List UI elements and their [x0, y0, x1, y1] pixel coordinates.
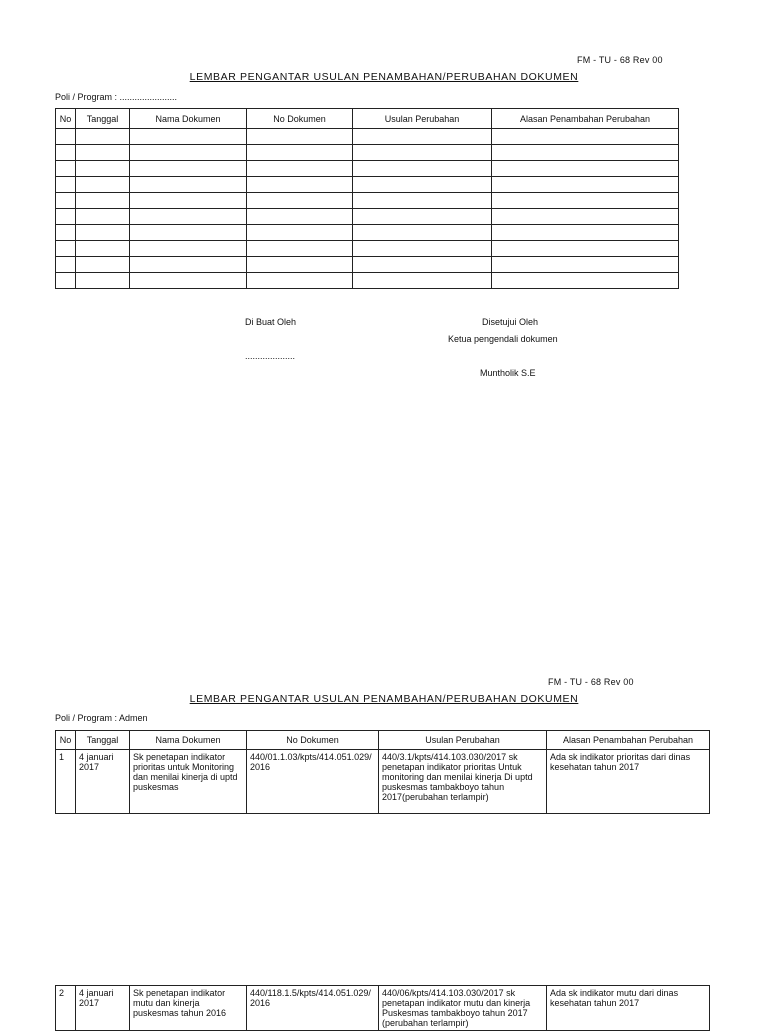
cell-alasan: Ada sk indikator prioritas dari dinas kesehatan tahun 2017 — [547, 750, 710, 814]
continued-document-table — [55, 985, 710, 1031]
col-header-no: No — [56, 109, 76, 129]
blank-cell — [76, 145, 130, 161]
blank-cell — [130, 177, 247, 193]
blank-cell — [353, 193, 492, 209]
blank-cell — [56, 193, 76, 209]
blank-cell — [76, 225, 130, 241]
col-header-no-dokumen: No Dokumen — [247, 731, 379, 750]
blank-cell — [130, 257, 247, 273]
cell-no: 1 — [56, 750, 76, 814]
blank-cell — [76, 257, 130, 273]
approver-name: Muntholik S.E — [480, 368, 536, 378]
blank-cell — [56, 145, 76, 161]
blank-cell — [492, 145, 679, 161]
cell-no-dokumen: 440/01.1.03/kpts/414.051.029/ 2016 — [247, 750, 379, 814]
blank-cell — [492, 193, 679, 209]
poli-program-label: Poli / Program : Admen — [55, 713, 148, 723]
blank-table-row — [56, 161, 679, 177]
cell-usulan-perubahan: 440/3.1/kpts/414.103.030/2017 sk penetapan indikator prioritas Untuk monitoring dan menilai kinerja Di uptd puskesmas tambakboyo tahun 2017(perubahan terlampir) — [379, 750, 547, 814]
cell-alasan: Ada sk indikator mutu dari dinas kesehatan tahun 2017 — [547, 986, 710, 1031]
blank-document-table — [55, 108, 679, 289]
col-header-tanggal: Tanggal — [76, 109, 130, 129]
col-header-no: No — [56, 731, 76, 750]
blank-cell — [492, 241, 679, 257]
cell-nama-dokumen: Sk penetapan indikator prioritas untuk Monitoring dan menilai kinerja di uptd puskesmas — [130, 750, 247, 814]
blank-table-row — [56, 145, 679, 161]
blank-cell — [492, 161, 679, 177]
blank-table-row — [56, 257, 679, 273]
form-code: FM - TU - 68 Rev 00 — [548, 677, 634, 687]
blank-table-body — [56, 129, 679, 289]
blank-cell — [492, 257, 679, 273]
blank-cell — [130, 145, 247, 161]
blank-cell — [130, 241, 247, 257]
blank-cell — [492, 129, 679, 145]
filled-document-table — [55, 730, 710, 814]
blank-cell — [492, 273, 679, 289]
col-header-nama-dokumen: Nama Dokumen — [130, 731, 247, 750]
blank-table-row — [56, 193, 679, 209]
blank-cell — [353, 145, 492, 161]
form-title: LEMBAR PENGANTAR USULAN PENAMBAHAN/PERUBAHAN DOKUMEN — [189, 693, 579, 705]
made-by-label: Di Buat Oleh — [245, 317, 297, 327]
blank-cell — [247, 273, 353, 289]
blank-cell — [76, 273, 130, 289]
blank-table-row — [56, 225, 679, 241]
blank-table-row — [56, 209, 679, 225]
col-header-usulan-perubahan: Usulan Perubahan — [379, 731, 547, 750]
blank-cell — [130, 273, 247, 289]
blank-cell — [247, 241, 353, 257]
blank-cell — [130, 225, 247, 241]
col-header-usulan-perubahan: Usulan Perubahan — [353, 109, 492, 129]
col-header-nama-dokumen: Nama Dokumen — [130, 109, 247, 129]
cell-no: 2 — [56, 986, 76, 1031]
blank-cell — [247, 209, 353, 225]
signature-dots: .................... — [245, 351, 296, 361]
blank-cell — [130, 209, 247, 225]
blank-cell — [247, 225, 353, 241]
form-title: LEMBAR PENGANTAR USULAN PENAMBAHAN/PERUBAHAN DOKUMEN — [189, 71, 579, 83]
table-row — [56, 750, 710, 814]
blank-cell — [76, 161, 130, 177]
blank-cell — [76, 241, 130, 257]
cell-usulan-perubahan: 440/06/kpts/414.103.030/2017 sk penetapan indikator mutu dan kinerja Puskesmas tambakboyo tahun 2017 (perubahan terlampir) — [379, 986, 547, 1031]
col-header-tanggal: Tanggal — [76, 731, 130, 750]
blank-cell — [56, 241, 76, 257]
blank-table-row — [56, 273, 679, 289]
blank-cell — [56, 257, 76, 273]
blank-cell — [353, 209, 492, 225]
approved-by-label: Disetujui Oleh — [482, 317, 539, 327]
blank-table-row — [56, 129, 679, 145]
approver-role: Ketua pengendali dokumen — [448, 334, 558, 344]
col-header-no-dokumen: No Dokumen — [247, 109, 353, 129]
blank-cell — [247, 161, 353, 177]
poli-program-label: Poli / Program : ....................... — [55, 92, 178, 102]
blank-cell — [247, 193, 353, 209]
col-header-alasan: Alasan Penambahan Perubahan — [547, 731, 710, 750]
blank-cell — [56, 161, 76, 177]
blank-cell — [247, 129, 353, 145]
blank-cell — [353, 273, 492, 289]
cell-tanggal: 4 januari 2017 — [76, 750, 130, 814]
blank-cell — [76, 129, 130, 145]
blank-cell — [247, 177, 353, 193]
cell-tanggal: 4 januari 2017 — [76, 986, 130, 1031]
blank-cell — [492, 177, 679, 193]
blank-cell — [353, 225, 492, 241]
blank-cell — [247, 257, 353, 273]
blank-cell — [76, 177, 130, 193]
blank-cell — [492, 209, 679, 225]
blank-cell — [492, 225, 679, 241]
blank-cell — [353, 129, 492, 145]
col-header-alasan: Alasan Penambahan Perubahan — [492, 109, 679, 129]
blank-cell — [56, 209, 76, 225]
blank-cell — [353, 177, 492, 193]
cell-nama-dokumen: Sk penetapan indikator mutu dan kinerja puskesmas tahun 2016 — [130, 986, 247, 1031]
blank-cell — [56, 273, 76, 289]
blank-cell — [130, 193, 247, 209]
blank-cell — [56, 129, 76, 145]
cell-no-dokumen: 440/118.1.5/kpts/414.051.029/ 2016 — [247, 986, 379, 1031]
blank-cell — [130, 129, 247, 145]
form-code: FM - TU - 68 Rev 00 — [577, 55, 663, 65]
blank-cell — [353, 257, 492, 273]
blank-cell — [56, 225, 76, 241]
blank-cell — [353, 241, 492, 257]
blank-cell — [353, 161, 492, 177]
blank-table-row — [56, 241, 679, 257]
blank-cell — [56, 177, 76, 193]
blank-cell — [76, 209, 130, 225]
blank-cell — [76, 193, 130, 209]
blank-table-row — [56, 177, 679, 193]
blank-cell — [130, 161, 247, 177]
blank-cell — [247, 145, 353, 161]
